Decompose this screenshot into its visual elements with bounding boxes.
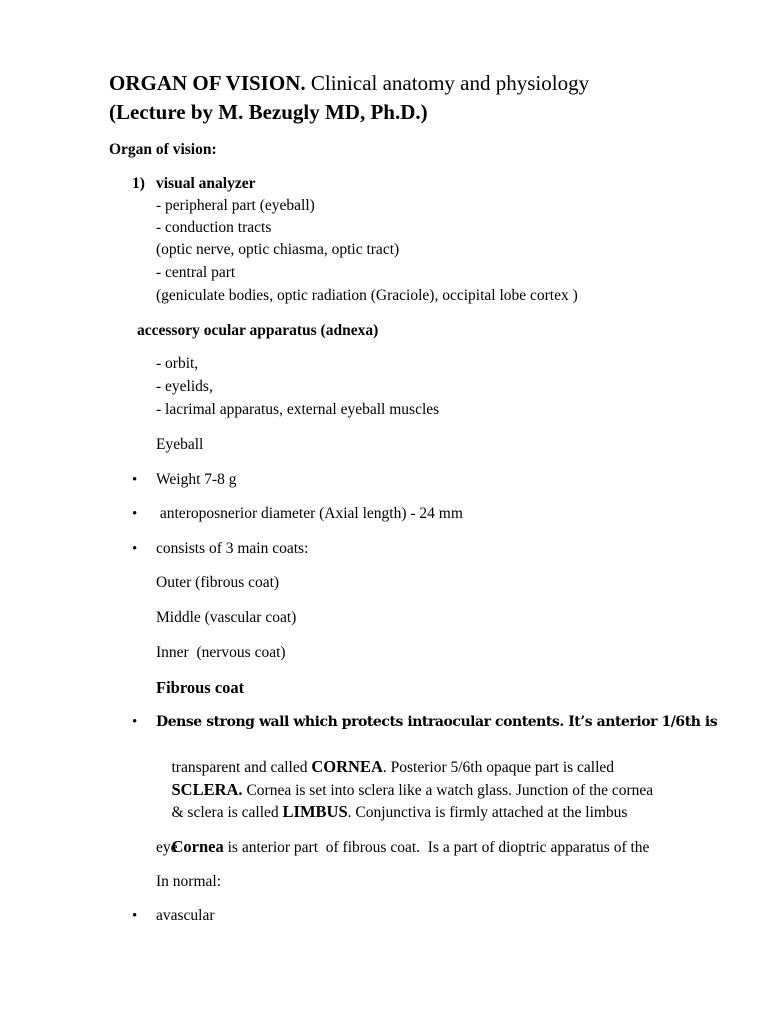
title-rest: Clinical anatomy and physiology [305, 71, 590, 95]
text-span: Cornea is set into sclera like a watch glass. Junction of the cornea [242, 782, 654, 799]
text-span: . Posterior 5/6th opaque part is called [382, 759, 615, 776]
text-span: . Conjunctiva is firmly attached at the limbus [347, 804, 628, 821]
bullet-symbol: • [132, 908, 138, 924]
page-title-line-2: (Lecture by M. Bezugly MD, Ph.D.) [109, 100, 428, 124]
sclera-term: SCLERA. [171, 780, 243, 799]
text-span: is anterior part of fibrous coat. Is a part of dioptric apparatus of the [223, 839, 650, 856]
page-title-line-1 [109, 69, 589, 97]
cornea-term: CORNEA [311, 757, 383, 776]
list-item: - conduction tracts [156, 219, 272, 236]
accessory-heading: accessory ocular apparatus (adnexa) [137, 322, 379, 339]
title-bold: ORGAN OF VISION. [109, 71, 306, 95]
bullet-symbol: • [132, 714, 138, 730]
bullet-item: anteroposnerior diameter (Axial length) - 24 mm [156, 505, 463, 522]
limbus-term: LIMBUS [282, 802, 348, 821]
cornea-paragraph-line: eye [156, 839, 178, 856]
list-item: - eyelids, [156, 378, 213, 395]
list-item: - peripheral part (eyeball) [156, 197, 315, 214]
bullet-symbol: • [132, 541, 138, 557]
fibrous-heading: Fibrous coat [156, 678, 245, 697]
bullet-item: Weight 7-8 g [156, 471, 237, 488]
in-normal-label: In normal: [156, 873, 221, 890]
bullet-symbol: • [132, 472, 138, 488]
bullet-item: avascular [156, 907, 215, 924]
fibrous-paragraph-line: Dense strong wall which protects intraocular contents. It’s anterior 1/6th is [156, 714, 718, 730]
list-item: - orbit, [156, 355, 199, 372]
list-item: (geniculate bodies, optic radiation (Graciole), occipital lobe cortex ) [156, 287, 578, 304]
eyeball-heading: Eyeball [156, 436, 204, 453]
cornea-paragraph-line [156, 814, 649, 881]
coat-item: Outer (fibrous coat) [156, 574, 280, 591]
list-number: 1) [132, 175, 145, 192]
bullet-item: consists of 3 main coats: [156, 540, 309, 557]
text-span: & sclera is called [171, 804, 283, 821]
organ-heading: Organ of vision: [109, 141, 217, 158]
visual-analyzer-label: visual analyzer [156, 175, 256, 192]
coat-item: Middle (vascular coat) [156, 609, 297, 626]
list-item: - central part [156, 264, 236, 281]
text-span: transparent and called [171, 759, 312, 776]
coat-item: Inner (nervous coat) [156, 644, 286, 661]
list-item: (optic nerve, optic chiasma, optic tract) [156, 241, 400, 258]
cornea-word: Cornea [171, 837, 224, 856]
bullet-symbol: • [132, 506, 138, 522]
list-item: - lacrimal apparatus, external eyeball muscles [156, 401, 440, 418]
